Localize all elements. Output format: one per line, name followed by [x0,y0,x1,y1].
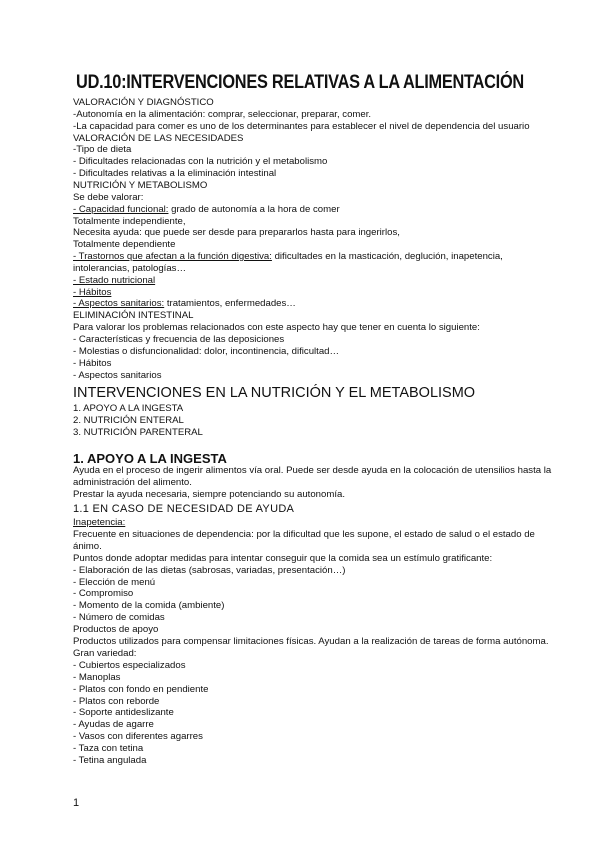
text-line: - Platos con fondo en pendiente [73,683,209,695]
underlined-label: - Trastornos que afectan a la función digestiva: [73,251,272,263]
text-line: - Molestias o disfuncionalidad: dolor, incontinencia, dificultad… [73,345,340,357]
text-line: Prestar la ayuda necesaria, siempre potenciando su autonomía. [73,489,345,501]
text-line: - Vasos con diferentes agarres [73,731,203,743]
underlined-label: - Hábitos [73,286,112,298]
text-line: -La capacidad para comer es uno de los determinantes para establecer el nivel de dependencia del usuario [73,120,530,132]
text-line: - Soporte antideslizante [73,707,174,719]
text-line [73,275,155,287]
text-line: -Tipo de dieta [73,144,132,156]
text-line: - Momento de la comida (ambiente) [73,600,225,612]
text-line: - Ayudas de agarre [73,719,154,731]
text-line: ELIMINACIÓN INTESTINAL [73,310,194,322]
text-line: Necesita ayuda: que puede ser desde para prepararlos hasta para ingerirlos, [73,227,400,239]
text-line: VALORACIÓN Y DIAGNÓSTICO [73,97,214,108]
text-line: - Elaboración de las dietas (sabrosas, variadas, presentación…) [73,564,346,576]
text-line: - Taza con tetina [73,743,144,755]
text-line [73,517,125,529]
section-title: INTERVENCIONES EN LA NUTRICIÓN Y EL METABOLISMO [73,385,476,401]
text-line: - Capacidad funcional: grado de autonomía a la hora de comer [73,203,340,215]
text-line: Productos utilizados para compensar limitaciones físicas. Ayudan a la realización de tareas de forma autónoma. [73,636,549,647]
underlined-label: Inapetencia: [73,517,126,528]
text-line: Puntos donde adoptar medidas para intentar conseguir que la comida sea un estímulo gratificante: [73,552,493,564]
heading-apoyo-ingesta: 1. APOYO A LA INGESTA [73,451,227,466]
text-line: - Cubiertos especializados [73,659,186,671]
subsection-title: 1.1 EN CASO DE NECESIDAD DE AYUDA [73,503,295,515]
underlined-label: - Estado nutricional [73,274,156,286]
text-line: - Características y frecuencia de las deposiciones [73,334,285,345]
text-line: - Manoplas [73,671,121,683]
document-title: UD.10:INTERVENCIONES RELATIVAS A LA ALIMENTACIÓN [76,72,524,93]
text-line: administración del alimento. [73,477,192,489]
text-line: Productos de apoyo [73,624,159,636]
text-line [73,287,111,299]
underlined-label: - Capacidad funcional: [73,203,169,215]
text-line: Gran variedad: [73,647,137,659]
underlined-label: - Aspectos sanitarios: [73,298,165,310]
text-line: Totalmente independiente, [73,215,186,227]
text-line: - Trastornos que afectan a la función digestiva: dificultades en la masticación, deglución, inapetencia, [73,251,503,263]
text-line: NUTRICIÓN Y METABOLISMO [73,179,208,191]
text-line: Frecuente en situaciones de dependencia: por la dificultad que les supone, el estado de salud o el estado de [73,528,535,540]
list-item: 3. NUTRICIÓN PARENTERAL [73,426,203,438]
page-number: 1 [73,797,80,809]
text-line: - Platos con reborde [73,695,160,707]
text-line: Ayuda en el proceso de ingerir alimentos vía oral. Puede ser desde ayuda en la colocación de utensilios hasta la [73,465,552,476]
text-line: - Aspectos sanitarios [73,369,162,381]
text-line: VALORACIÓN DE LAS NECESIDADES [73,132,244,144]
text-line: Se debe valorar: [73,191,144,203]
list-item: 1. APOYO A LA INGESTA [73,403,184,414]
text-line: ánimo. [73,540,102,552]
text-line: - Aspectos sanitarios: tratamientos, enfermedades… [73,298,296,310]
text-line: Para valorar los problemas relacionados con este aspecto hay que tener en cuenta lo siguiente: [73,322,480,334]
text-line: - Número de comidas [73,612,165,624]
text-line: -Autonomía en la alimentación: comprar, seleccionar, preparar, comer. [73,108,372,120]
text-line: - Dificultades relacionadas con la nutrición y el metabolismo [73,156,328,168]
text-line: - Elección de menú [73,576,156,588]
text-line: - Hábitos [73,357,112,369]
text-line: - Dificultades relativas a la eliminación intestinal [73,168,277,180]
text-line: Totalmente dependiente [73,239,176,251]
text-line: intolerancias, patologías… [73,262,187,274]
text-line: - Compromiso [73,588,134,600]
list-item: 2. NUTRICIÓN ENTERAL [73,414,184,426]
text-line: - Tetina angulada [73,755,147,766]
